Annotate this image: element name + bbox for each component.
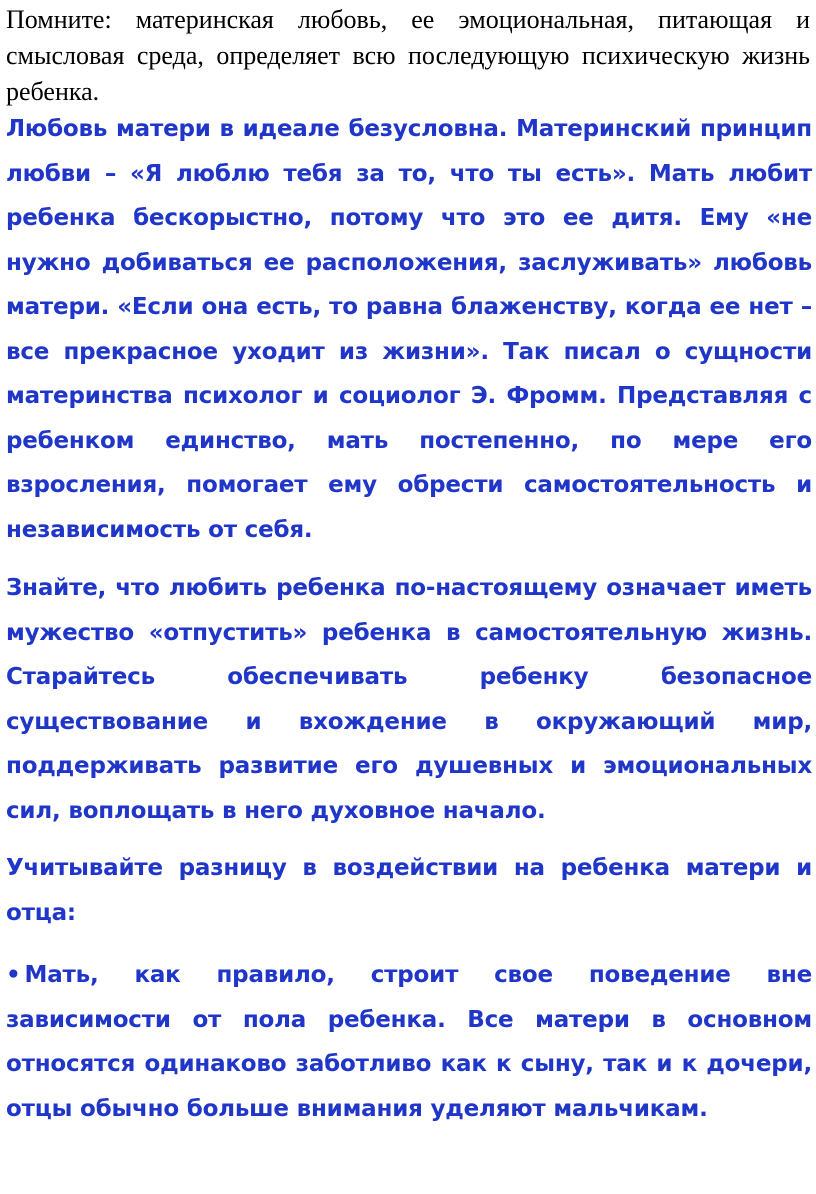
paragraph-let-go: Знайте, что любить ребенка по-настоящему означает иметь мужество «отпустить» ребенка в самостоятельную жизнь. Старайтесь обеспечивать ребенку безопасное существование и вхождение в окружающий мир, поддерживать развитие его душевных и эмоциональных сил, воплощать в него духовное начало. <box>6 575 812 824</box>
bullet-item <box>6 953 812 1131</box>
intro-paragraph: Помните: материнская любовь, ее эмоциональная, питающая и смысловая среда, определяет всю последующую психическую жизнь ребенка. <box>6 5 810 106</box>
bullet-marker: • <box>6 962 21 988</box>
bullet-text: Мать, как правило, строит свое поведение вне зависимости от пола ребенка. Все матери в основном относятся одинаково заботливо как к сыну, так и к дочери, отцы обычно больше внимания уделяют мальчикам. <box>6 962 812 1122</box>
paragraph-difference: Учитывайте разницу в воздействии на ребенка матери и отца: <box>6 855 812 926</box>
paragraph-mother-love: Любовь матери в идеале безусловна. Материнский принцип любви – «Я люблю тебя за то, что ты есть». Мать любит ребенка бескорыстно, потому что это ее дитя. Ему «не нужно добиваться ее расположения, заслуживать» любовь матери. «Если она есть, то равна блаженству, когда ее нет – все прекрасное уходит из жизни». Так писал о сущности материнства психолог и социолог Э. Фромм. Представляя с ребенком единство, мать постепенно, по мере его взросления, помогает ему обрести самостоятельность и независимость от себя. <box>6 116 812 543</box>
